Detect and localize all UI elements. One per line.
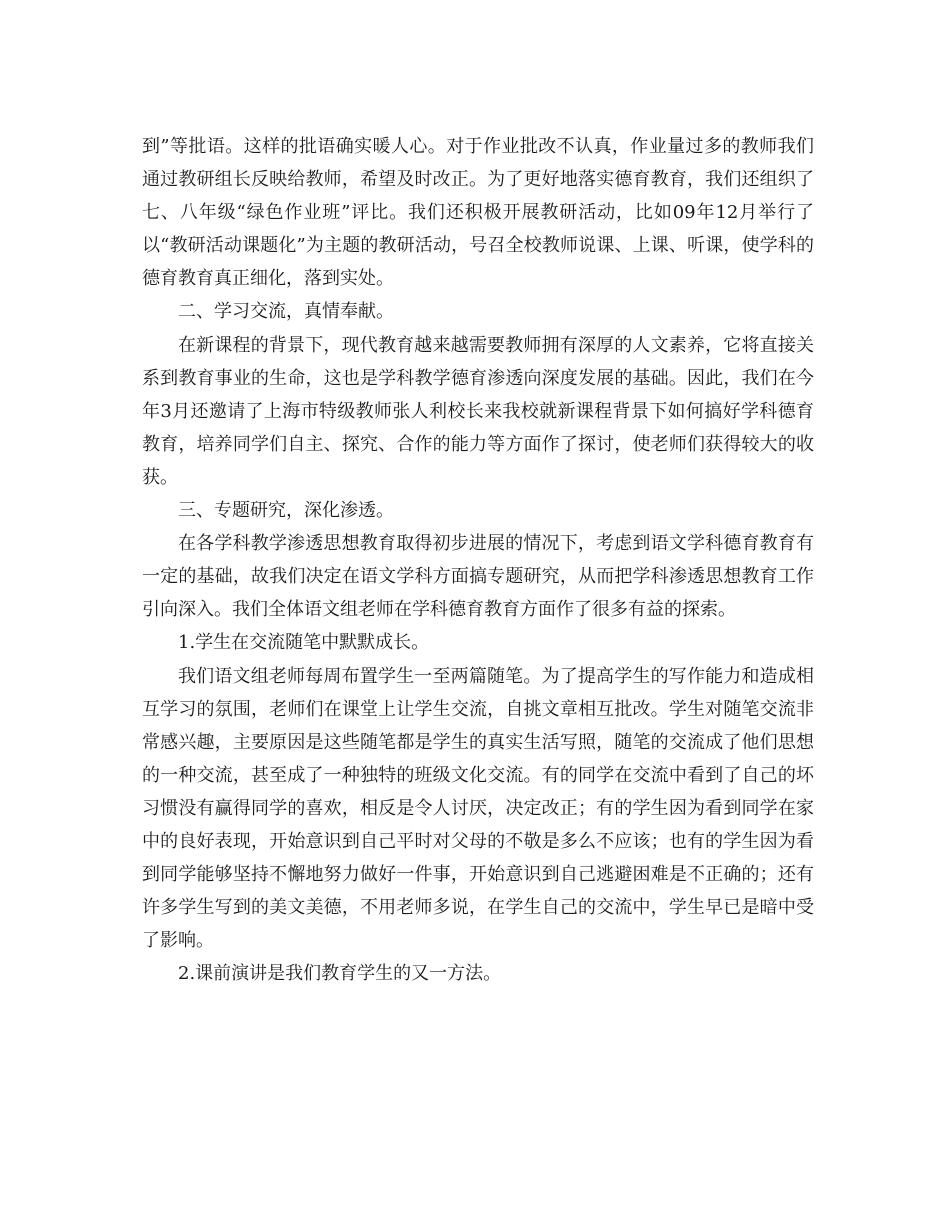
- section-heading-2: 二、学习交流，真情奉献。: [178, 301, 394, 323]
- document-body: [142, 130, 814, 990]
- paragraph-subsection-1: 我们语文组老师每周布置学生一至两篇随笔。为了提高学生的写作能力和造成相互学习的氛围，老师们在课堂上让学生交流，自挑文章相互批改。学生对随笔交流非常感兴趣，主要原因是这些随笔都是学生的真实生活写照，随笔的交流成了他们思想的一种交流，甚至成了一种独特的班级文化交流。有的同学在交流中看到了自己的坏习惯没有赢得同学的喜欢，相反是令人讨厌，决定改正；有的学生因为看到同学在家中的良好表现，开始意识到自己平时对父母的不敬是多么不应该；也有的学生因为看到同学能够坚持不懈地努力做好一件事，开始意识到自己逃避困难是不正确的；还有许多学生写到的美文美德，不用老师多说，在学生自己的交流中，学生早已是暗中受了影响。: [142, 665, 814, 952]
- paragraph-continuation: 到”等批语。这样的批语确实暖人心。对于作业批改不认真，作业量过多的教师我们通过教研组长反映给教师，希望及时改正。为了更好地落实德育教育，我们还组织了七、八年级“绿色作业班”评比。我们还积极开展教研活动，比如09年12月举行了以“教研活动课题化”为主题的教研活动，号召全校教师说课、上课、听课，使学科的德育教育真正细化，落到实处。: [142, 136, 814, 290]
- subheading-1: 1.学生在交流随笔中默默成长。: [178, 632, 430, 654]
- paragraph-section-3: 在各学科教学渗透思想教育取得初步进展的情况下，考虑到语文学科德育教育有一定的基础，故我们决定在语文学科方面搞专题研究，从而把学科渗透思想教育工作引向深入。我们全体语文组老师在学科德育教育方面作了很多有益的探索。: [142, 533, 814, 621]
- section-heading-3: 三、专题研究，深化渗透。: [178, 500, 394, 522]
- subheading-2: 2.课前演讲是我们教育学生的又一方法。: [178, 963, 502, 985]
- paragraph-section-2: 在新课程的背景下，现代教育越来越需要教师拥有深厚的人文素养，它将直接关系到教育事业的生命，这也是学科教学德育渗透向深度发展的基础。因此，我们在今年3月还邀请了上海市特级教师张人利校长来我校就新课程背景下如何搞好学科德育教育，培养同学们自主、探究、合作的能力等方面作了探讨，使老师们获得较大的收获。: [142, 334, 814, 488]
